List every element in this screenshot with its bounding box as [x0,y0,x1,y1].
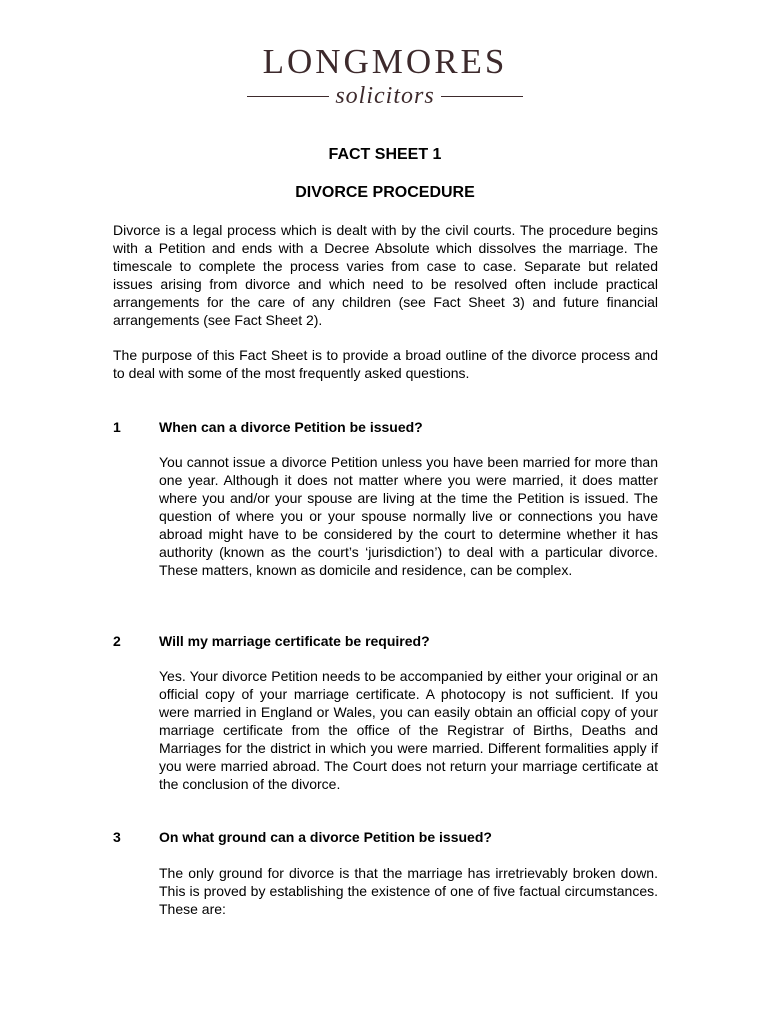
logo-subtitle-row [0,82,770,110]
logo-rule-left [247,96,329,97]
logo-subtitle: solicitors [335,83,435,109]
firm-logo [0,40,770,110]
section-3-number: 3 [113,829,121,845]
section-2-heading: Will my marriage certificate be required? [159,633,430,649]
section-2-number: 2 [113,633,121,649]
section-1-heading: When can a divorce Petition be issued? [159,419,423,435]
document-subtitle: DIVORCE PROCEDURE [295,184,475,201]
section-2-body: Yes. Your divorce Petition needs to be accompanied by either your original or an official copy of your marriage certificate. A photocopy is not sufficient. If you were married in England or Wales, you can easily obtain an official copy of your marriage certificate from the office of the Registrar of Births, Deaths and Marriages for the district in which you were married. Different formalities apply if you were married abroad. The Court does not return your marriage certificate at the conclusion of the divorce. [159,668,658,792]
logo-firm-name: LONGMORES [262,42,508,81]
intro-paragraph-2: The purpose of this Fact Sheet is to provide a broad outline of the divorce process and to deal with some of the most frequently asked questions. [113,347,658,381]
section-1-body: You cannot issue a divorce Petition unless you have been married for more than one year. Although it does not matter where you were married, it does matter where you and/or your spouse are living at the time the Petition is issued. The question of where you or your spouse normally live or connections you have abroad might have to be considered by the court to determine whether it has authority (known as the court’s ‘jurisdiction’) to deal with a particular divorce. These matters, known as domicile and residence, can be complex. [159,454,658,578]
document-title: FACT SHEET 1 [328,146,442,163]
section-3-body: The only ground for divorce is that the marriage has irretrievably broken down. This is proved by establishing the existence of one of five factual circumstances. These are: [159,865,658,917]
logo-rule-right [441,96,523,97]
section-3-heading: On what ground can a divorce Petition be issued? [159,829,492,845]
section-1-number: 1 [113,419,121,435]
intro-paragraph-1: Divorce is a legal process which is dealt with by the civil courts. The procedure begins with a Petition and ends with a Decree Absolute which dissolves the marriage. The timescale to complete the process varies from case to case. Separate but related issues arising from divorce and which need to be resolved often include practical arrangements for the care of any children (see Fact Sheet 3) and future financial arrangements (see Fact Sheet 2). [113,222,658,328]
